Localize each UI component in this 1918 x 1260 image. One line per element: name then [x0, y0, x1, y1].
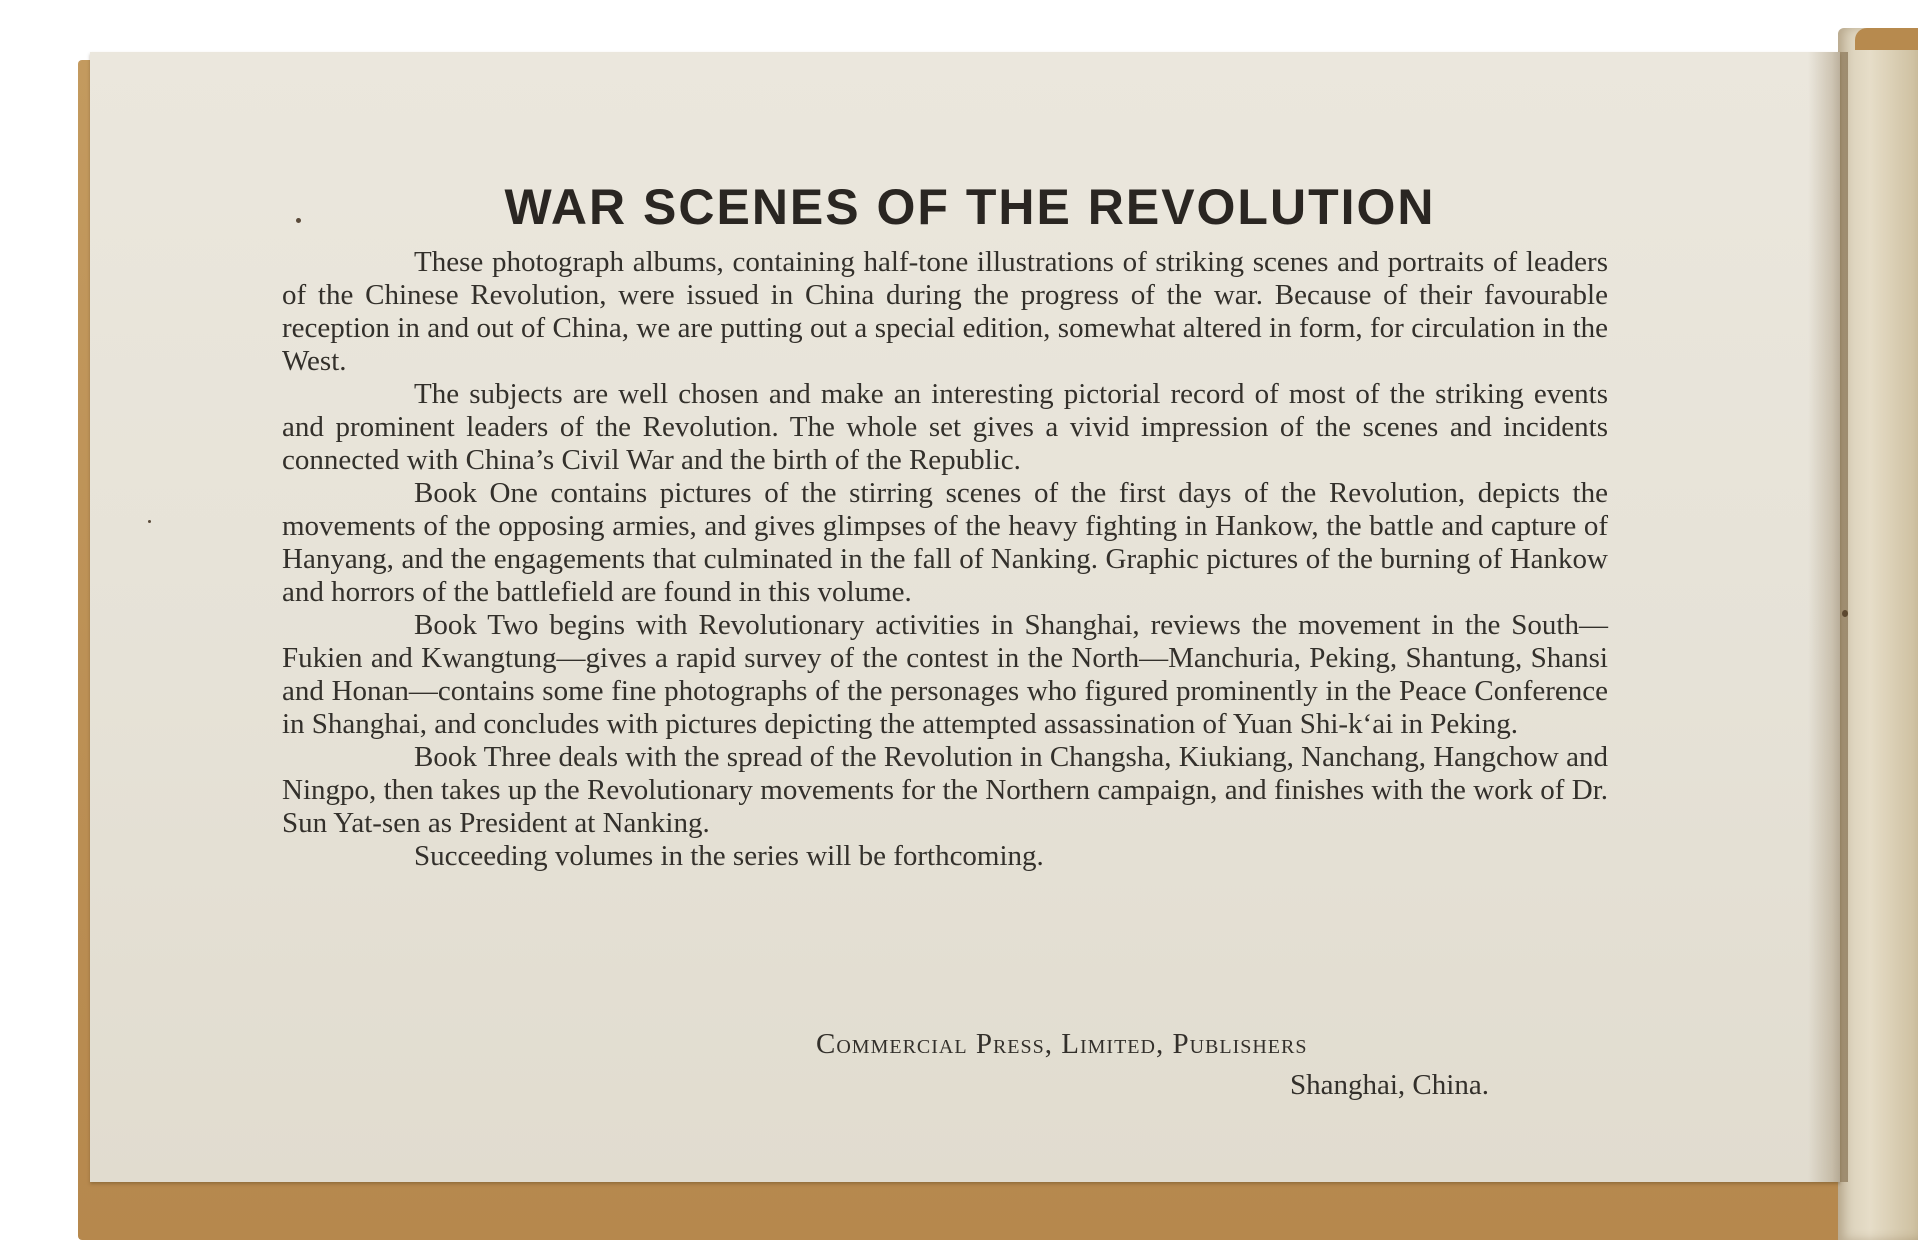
paragraph-book-one: Book One contains pictures of the stirring scenes of the first days of the Revolution, depicts the movements of the opposing armies, and gives glimpses of the heavy fighting in Hankow, the battle and capture of Hanyang, and the engagements that culminated in the fall of Nanking. Graphic pictures of the burning of Hankow and horrors of the battlefield are found in this volume. — [282, 477, 1608, 608]
facing-page-edge — [1838, 28, 1918, 1240]
body-text — [282, 246, 1608, 873]
paragraph-book-two: Book Two begins with Revolutionary activities in Shanghai, reviews the movement in the South—Fukien and Kwangtung—gives a rapid survey of the contest in the North—Manchuria, Peking, Shantung, Shansi and Honan—contains some fine photographs of the personages who figured prominently in the Peace Conference in Shanghai, and concludes with pictures depicting the attempted assassination of Yuan Shi-k‘ai in Peking. — [282, 609, 1608, 740]
paragraph-intro: These photograph albums, containing half-tone illustrations of striking scenes and portraits of leaders of the Chinese Revolution, were issued in China during the progress of the war. Because of their favourable reception in and out of China, we are putting out a special edition, somewhat altered in form, for circulation in the West. — [282, 246, 1608, 377]
paragraph-succeeding: Succeeding volumes in the series will be forthcoming. — [414, 840, 1044, 872]
paper-speck — [148, 520, 151, 523]
publisher-line: Commercial Press, Limited, Publishers — [816, 1028, 1308, 1060]
paragraph-book-three: Book Three deals with the spread of the Revolution in Changsha, Kiukiang, Nanchang, Hangchow and Ningpo, then takes up the Revolutionary movements for the Northern campaign, and finishes with the work of Dr. Sun Yat-sen as President at Nanking. — [282, 741, 1608, 839]
page-gutter — [1808, 52, 1848, 1182]
publisher-location: Shanghai, China. — [1290, 1069, 1489, 1101]
page-title: WAR SCENES OF THE REVOLUTION — [504, 179, 1436, 235]
cover-corner — [1855, 28, 1918, 50]
paragraph-subjects: The subjects are well chosen and make an interesting pictorial record of most of the striking events and prominent leaders of the Revolution. The whole set gives a vivid impression of the scenes and incidents connected with China’s Civil War and the birth of the Republic. — [282, 378, 1608, 476]
